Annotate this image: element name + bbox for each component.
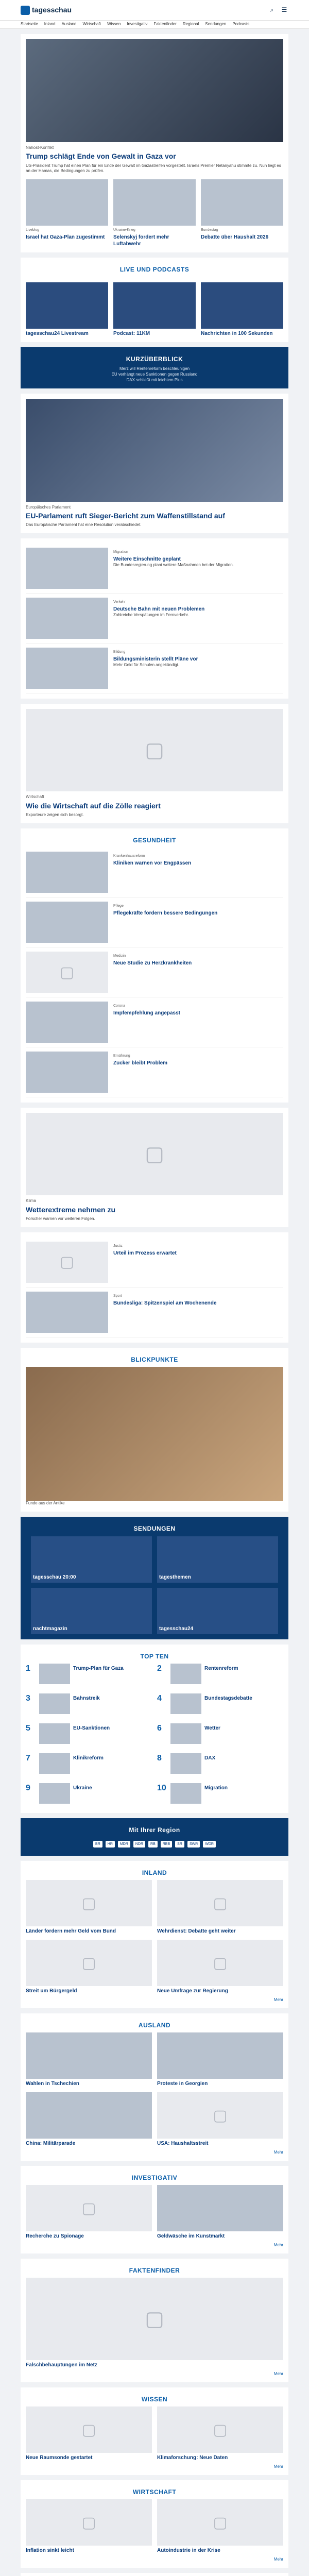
big-article[interactable] — [21, 704, 288, 823]
sendung-card[interactable] — [157, 1536, 278, 1583]
wissen-card[interactable] — [26, 2406, 152, 2461]
inland-section — [21, 1861, 288, 2008]
card-kicker: Ukraine-Krieg — [113, 228, 135, 232]
region-link[interactable]: NDR — [133, 1841, 145, 1848]
sendungen-band — [21, 1517, 288, 1639]
second-article[interactable] — [21, 394, 288, 533]
list-item[interactable] — [26, 544, 283, 594]
hero-article[interactable] — [21, 34, 288, 252]
nav-item[interactable]: Wirtschaft — [82, 22, 101, 27]
list-title[interactable]: Deutsche Bahn mit neuen Problemen — [113, 606, 205, 613]
image-placeholder-icon[interactable]: ▢ — [26, 2406, 152, 2453]
wirtschaft-card[interactable] — [26, 2499, 152, 2554]
top10-item[interactable]: 2 Rentenreform — [157, 1664, 283, 1684]
investigativ-section — [21, 2166, 288, 2253]
list-image[interactable] — [26, 1052, 108, 1093]
teaser-image[interactable] — [113, 179, 196, 226]
top10-item[interactable]: 5 EU-Sanktionen — [26, 1723, 152, 1744]
search-icon[interactable]: ⌕ — [270, 6, 274, 13]
top10-image[interactable] — [39, 1693, 70, 1714]
top10-item[interactable]: 4 Bundestagsdebatte — [157, 1693, 283, 1714]
kurz-item[interactable]: DAX schließt mit leichtem Plus — [126, 378, 183, 383]
list-title[interactable]: Weitere Einschnitte geplant — [113, 556, 181, 563]
second-image[interactable] — [26, 399, 283, 502]
nav-item[interactable]: Inland — [44, 22, 56, 27]
sendung-card[interactable] — [31, 1588, 152, 1634]
list-item[interactable] — [26, 848, 283, 897]
gesundheit-section — [21, 828, 288, 1103]
list-image[interactable] — [26, 548, 108, 589]
card-title[interactable]: Proteste in Georgien — [157, 2081, 208, 2087]
more-link[interactable]: Mehr — [273, 1997, 283, 2003]
top10-item-title[interactable]: Ukraine — [73, 1785, 92, 1791]
list-item[interactable] — [26, 947, 283, 997]
top10-item-title[interactable]: Migration — [204, 1785, 228, 1791]
hero-teaser: US-Präsident Trump hat einen Plan für ein Ende der Gewalt im Gazastreifen vorgestellt. Israels Premier Netanyahu stimmte zu. Nun liegt es an der Hamas, die Bedingungen zu prüfen. — [26, 163, 281, 174]
list-teaser: Mehr Geld für Schulen angekündigt. — [113, 663, 180, 668]
live-image[interactable] — [201, 282, 283, 329]
image-placeholder-icon[interactable]: ▢ — [26, 1940, 152, 1986]
top10-image[interactable] — [170, 1693, 201, 1714]
live-image[interactable] — [26, 282, 108, 329]
wissen-title: WISSEN — [141, 2395, 168, 2403]
wirtschaft-title: WIRTSCHAFT — [132, 2488, 177, 2496]
teaser-image[interactable] — [26, 179, 108, 226]
teaser-card[interactable] — [26, 179, 108, 247]
list-image[interactable] — [26, 1002, 108, 1043]
blickpunkte-caption: Funde aus der Antike — [26, 1501, 65, 1506]
inland-card[interactable] — [157, 1940, 283, 1994]
logo-mark-icon — [21, 6, 30, 15]
nav-item[interactable]: Faktenfinder — [153, 22, 177, 27]
top10-section — [21, 1645, 288, 1814]
big-article-2[interactable] — [21, 1108, 288, 1227]
wirtschaft-card[interactable] — [157, 2499, 283, 2554]
list-kicker: Migration — [113, 550, 128, 554]
faktenfinder-title: FAKTENFINDER — [129, 2266, 180, 2274]
big-kicker: Wirtschaft — [26, 794, 44, 800]
image-placeholder-icon[interactable]: ▢ — [26, 1880, 152, 1926]
ausland-section — [21, 2013, 288, 2161]
big-title[interactable]: Wie die Wirtschaft auf die Zölle reagiert — [26, 801, 161, 810]
list-kicker: Pflege — [113, 904, 124, 908]
second-kicker: Europäisches Parlament — [26, 504, 71, 510]
top10-item[interactable]: 9 Ukraine — [26, 1783, 152, 1804]
regional-title: Mit Ihrer Region — [129, 1826, 180, 1834]
nav-item[interactable]: Podcasts — [232, 22, 250, 27]
list-kicker: Verkehr — [113, 600, 126, 604]
ausland-card[interactable] — [157, 2092, 283, 2147]
more-link[interactable]: Mehr — [273, 2371, 283, 2377]
gesundheit-title: GESUNDHEIT — [133, 836, 176, 844]
wissen-card[interactable] — [157, 2406, 283, 2461]
list-kicker: Medizin — [113, 954, 126, 958]
big-kicker: Klima — [26, 1198, 37, 1204]
more-link[interactable]: Mehr — [273, 2150, 283, 2155]
live-item-title[interactable]: Nachrichten in 100 Sekunden — [201, 330, 273, 336]
inland-card[interactable] — [26, 1880, 152, 1935]
top10-title: TOP TEN — [140, 1652, 169, 1660]
card-title[interactable]: Länder fordern mehr Geld vom Bund — [26, 1928, 116, 1935]
inland-card[interactable] — [26, 1940, 152, 1994]
inland-title: INLAND — [142, 1869, 167, 1876]
list-image[interactable] — [26, 648, 108, 689]
more-link[interactable]: Mehr — [273, 2557, 283, 2562]
card-title[interactable]: Geldwäsche im Kunstmarkt — [157, 2233, 225, 2240]
top10-image[interactable] — [170, 1723, 201, 1744]
region-link[interactable]: HR — [106, 1841, 115, 1848]
image-placeholder-icon[interactable]: ▢ — [157, 1880, 283, 1926]
teaser-image[interactable] — [201, 179, 283, 226]
list-image[interactable] — [26, 852, 108, 893]
card-title[interactable]: Neue Umfrage zur Regierung — [157, 1988, 228, 1994]
article-list-2 — [21, 1232, 288, 1343]
list-item[interactable] — [26, 643, 283, 693]
sendung-card[interactable] — [157, 1588, 278, 1634]
card-title[interactable]: Recherche zu Spionage — [26, 2233, 84, 2240]
menu-icon[interactable]: ☰ — [281, 6, 287, 13]
list-kicker: Sport — [113, 1294, 122, 1298]
image-placeholder-icon[interactable]: ▢ — [26, 1242, 108, 1283]
card-title[interactable]: Wehrdienst: Debatte geht weiter — [157, 1928, 236, 1935]
brand-name: tagesschau — [32, 6, 72, 14]
top10-item[interactable]: 7 Klinikreform — [26, 1753, 152, 1774]
sendung-title[interactable]: tagesschau 20:00 — [33, 1574, 76, 1580]
list-item[interactable] — [26, 1287, 283, 1337]
image-placeholder-icon[interactable]: ▢ — [157, 2499, 283, 2546]
card-title[interactable]: Streit um Bürgergeld — [26, 1988, 77, 1994]
card-title[interactable]: Neue Raumsonde gestartet — [26, 2455, 93, 2461]
region-link[interactable]: MDR — [118, 1841, 130, 1848]
top10-item[interactable]: 8 DAX — [157, 1753, 283, 1774]
top10-image[interactable] — [39, 1723, 70, 1744]
image-placeholder-icon[interactable]: ▢ — [157, 1940, 283, 1986]
list-title[interactable]: Kliniken warnen vor Engpässen — [113, 860, 192, 867]
more-link[interactable]: Mehr — [273, 2243, 283, 2248]
list-kicker: Bildung — [113, 650, 126, 654]
live-item-title[interactable]: Podcast: 11KM — [113, 330, 150, 336]
card-title[interactable]: Autoindustrie in der Krise — [157, 2548, 220, 2554]
kurz-item[interactable]: Merz will Rentenreform beschleunigen — [119, 366, 190, 371]
top10-image[interactable] — [39, 1783, 70, 1804]
image-placeholder-icon[interactable]: ▢ — [26, 2499, 152, 2546]
live-card[interactable] — [201, 282, 283, 337]
sendung-title[interactable]: nachtmagazin — [33, 1625, 67, 1632]
wirtschaft-section — [21, 2480, 288, 2568]
nav-item[interactable]: Startseite — [21, 22, 38, 27]
list-title[interactable]: Pflegekräfte fordern bessere Bedingungen — [113, 910, 218, 917]
card-title[interactable]: Inflation sinkt leicht — [26, 2548, 74, 2554]
live-title: LIVE UND PODCASTS — [119, 266, 190, 274]
blickpunkte-section — [21, 1348, 288, 1512]
region-link[interactable]: RBB — [161, 1841, 172, 1848]
top10-item[interactable]: 1 Trump-Plan für Gaza — [26, 1664, 152, 1684]
list-item[interactable] — [26, 897, 283, 947]
kurzueberblick-band — [21, 347, 288, 388]
article-list — [21, 538, 288, 699]
top10-item-title[interactable]: Rentenreform — [204, 1666, 238, 1672]
list-kicker: Ernährung — [113, 1054, 130, 1058]
boersen-section — [21, 2573, 288, 2576]
blickpunkte-image[interactable] — [26, 1367, 283, 1501]
sendung-card[interactable] — [31, 1536, 152, 1583]
top10-item-title[interactable]: Trump-Plan für Gaza — [73, 1666, 124, 1672]
nav-item[interactable]: Regional — [182, 22, 199, 27]
region-link[interactable]: SWR — [187, 1841, 200, 1848]
image-placeholder-icon[interactable]: ▢ — [157, 2092, 283, 2139]
card-title[interactable]: Selenskyj fordert mehr Luftabwehr — [113, 234, 169, 247]
wissen-section — [21, 2387, 288, 2475]
top10-item-title[interactable]: EU-Sanktionen — [73, 1725, 110, 1732]
top10-item-title[interactable]: Wetter — [204, 1725, 220, 1732]
main-nav — [0, 21, 309, 29]
inland-card[interactable] — [157, 1880, 283, 1935]
live-card[interactable] — [26, 282, 108, 337]
top10-image[interactable] — [170, 1664, 201, 1684]
ausland-card[interactable] — [157, 2032, 283, 2087]
list-title[interactable]: Zucker bleibt Problem — [113, 1060, 168, 1066]
list-kicker: Justiz — [113, 1244, 123, 1248]
nav-item[interactable]: Ausland — [61, 22, 77, 27]
big-title[interactable]: Wetterextreme nehmen zu — [26, 1205, 116, 1214]
top10-item[interactable]: 10 Migration — [157, 1783, 283, 1804]
list-title[interactable]: Urteil im Prozess erwartet — [113, 1250, 177, 1256]
faktenfinder-section — [21, 2259, 288, 2382]
card-title[interactable]: Klimaforschung: Neue Daten — [157, 2455, 228, 2461]
card-title[interactable]: Falschbehauptungen im Netz — [26, 2362, 97, 2368]
top10-item-title[interactable]: Bahnstreik — [73, 1696, 100, 1702]
card-title[interactable]: Israel hat Gaza-Plan zugestimmt — [26, 234, 105, 241]
nav-item[interactable]: Sendungen — [205, 22, 227, 27]
top10-image[interactable] — [170, 1753, 201, 1774]
top10-image[interactable] — [39, 1753, 70, 1774]
image-placeholder-icon[interactable]: ▢ — [26, 709, 283, 791]
blickpunkte-title: BLICKPUNKTE — [131, 1355, 178, 1363]
kurz-item[interactable]: EU verhängt neue Sanktionen gegen Russland — [111, 372, 198, 377]
card-kicker: Liveblog — [26, 228, 40, 232]
image-placeholder-icon[interactable]: ▢ — [26, 1113, 283, 1195]
investigativ-card[interactable] — [157, 2185, 283, 2240]
logo[interactable] — [21, 5, 72, 14]
sendung-title[interactable]: tagesschau24 — [159, 1625, 194, 1632]
ausland-title: AUSLAND — [138, 2021, 171, 2029]
kurz-title: KURZÜBERBLICK — [126, 355, 183, 363]
card-title[interactable]: Debatte über Haushalt 2026 — [201, 234, 269, 241]
top10-item-title[interactable]: Klinikreform — [73, 1755, 104, 1761]
top10-item[interactable]: 3 Bahnstreik — [26, 1693, 152, 1714]
list-title[interactable]: Impfempfehlung angepasst — [113, 1010, 181, 1016]
list-image[interactable] — [26, 598, 108, 639]
live-section — [21, 258, 288, 342]
list-kicker: Krankenhausreform — [113, 854, 145, 858]
hero-kicker: Nahost-Konflikt — [26, 145, 54, 150]
card-image[interactable] — [157, 2185, 283, 2231]
investigativ-title: INVESTIGATIV — [131, 2174, 178, 2181]
region-link[interactable]: RB — [148, 1841, 158, 1848]
card-kicker: Bundestag — [201, 228, 218, 232]
sendung-title[interactable]: tagesthemen — [159, 1574, 191, 1580]
nav-item[interactable]: Wissen — [107, 22, 121, 27]
image-placeholder-icon[interactable]: ▢ — [26, 952, 108, 993]
list-image[interactable] — [26, 902, 108, 943]
nav-item[interactable]: Investigativ — [127, 22, 148, 27]
header — [0, 0, 309, 21]
card-image[interactable] — [26, 2092, 152, 2139]
list-item[interactable] — [26, 1047, 283, 1097]
list-image[interactable] — [26, 1292, 108, 1333]
card-title[interactable]: Wahlen in Tschechien — [26, 2081, 79, 2087]
hero-title[interactable]: Trump schlägt Ende von Gewalt in Gaza vor — [26, 152, 176, 161]
big-teaser: Exporteure zeigen sich besorgt. — [26, 812, 84, 817]
list-item[interactable] — [26, 1238, 283, 1287]
card-title[interactable]: USA: Haushaltsstreit — [157, 2141, 209, 2147]
live-item-title[interactable]: tagesschau24 Livestream — [26, 330, 89, 336]
ausland-card[interactable] — [26, 2032, 152, 2087]
region-link[interactable]: WDR — [203, 1841, 216, 1848]
list-title[interactable]: Neue Studie zu Herzkrankheiten — [113, 960, 192, 967]
list-title[interactable]: Bildungsministerin stellt Pläne vor — [113, 656, 198, 663]
live-image[interactable] — [113, 282, 196, 329]
investigativ-card[interactable] — [26, 2185, 152, 2240]
card-title[interactable]: China: Militärparade — [26, 2141, 76, 2147]
teaser-card[interactable] — [113, 179, 196, 247]
ausland-card[interactable] — [26, 2092, 152, 2147]
top10-image[interactable] — [170, 1783, 201, 1804]
more-link[interactable]: Mehr — [273, 2464, 283, 2469]
card-image[interactable] — [26, 2032, 152, 2079]
regional-band — [21, 1818, 288, 1856]
list-teaser: Die Bundesregierung plant weitere Maßnahmen bei der Migration. — [113, 563, 234, 568]
sendungen-title: SENDUNGEN — [133, 1524, 176, 1532]
list-item[interactable] — [26, 594, 283, 643]
list-kicker: Corona — [113, 1004, 125, 1008]
top10-item-title[interactable]: DAX — [204, 1755, 216, 1761]
big-teaser: Forscher warnen vor weiteren Folgen. — [26, 1216, 95, 1221]
image-placeholder-icon[interactable]: ▢ — [26, 2278, 283, 2360]
top10-item-title[interactable]: Bundestagsdebatte — [204, 1696, 252, 1702]
second-title[interactable]: EU-Parlament ruft Sieger-Bericht zum Waffenstillstand auf — [26, 512, 225, 520]
image-placeholder-icon[interactable]: ▢ — [26, 2185, 152, 2231]
teaser-card[interactable] — [201, 179, 283, 247]
second-teaser: Das Europäische Parlament hat eine Resolution verabschiedet. — [26, 522, 142, 528]
top10-item[interactable]: 6 Wetter — [157, 1723, 283, 1744]
image-placeholder-icon[interactable]: ▢ — [157, 2406, 283, 2453]
list-title[interactable]: Bundesliga: Spitzenspiel am Wochenende — [113, 1300, 217, 1306]
list-teaser: Zahlreiche Verspätungen im Fernverkehr. — [113, 613, 189, 618]
card-image[interactable] — [157, 2032, 283, 2079]
region-link[interactable]: BR — [93, 1841, 102, 1848]
region-link[interactable]: SR — [175, 1841, 184, 1848]
top10-image[interactable] — [39, 1664, 70, 1684]
hero-image[interactable] — [26, 39, 283, 142]
live-card[interactable] — [113, 282, 196, 337]
list-item[interactable] — [26, 997, 283, 1047]
